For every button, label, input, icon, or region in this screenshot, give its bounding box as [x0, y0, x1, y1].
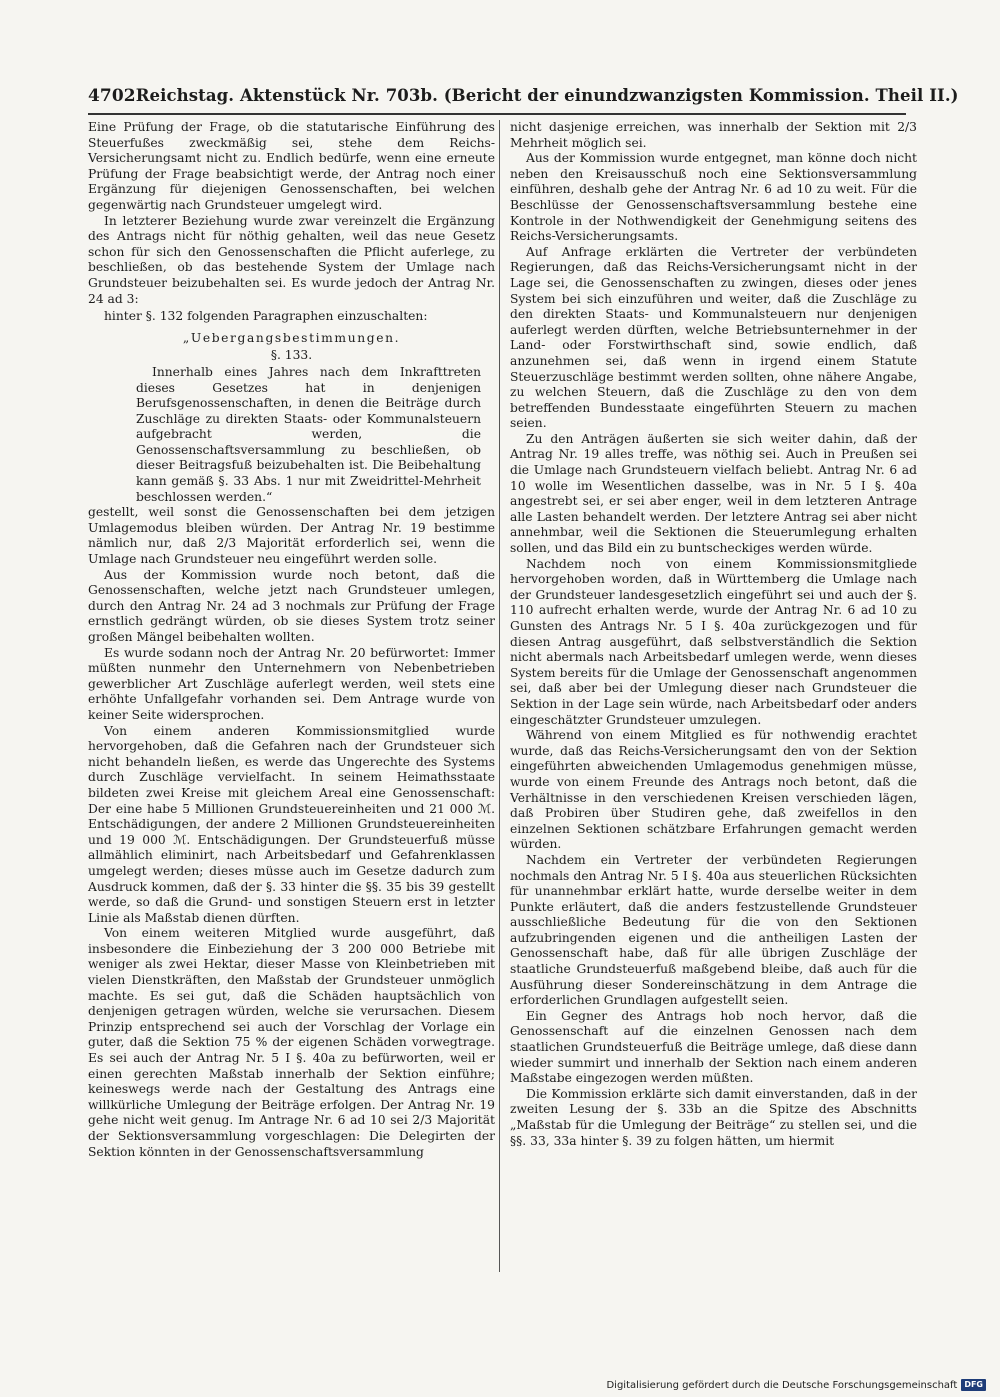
paragraph: Eine Prüfung der Frage, ob die statutarische Einführung des Steuerfußes zweckmäßig sei, stehe dem Reichs-Versicherungsamt nicht zu. Endlich bedürfe, wenn eine erneute Prüfung der Frage beabsichtigt werde, der Antrag noch einer Ergänzung für diejenigen Genossenschaften, bei welchen gegenwärtig nach Grundsteuer umgelegt wird. — [88, 120, 495, 212]
header-rule — [88, 113, 906, 115]
digitization-footer — [606, 1378, 986, 1392]
paragraph: Von einem weiteren Mitglied wurde ausgeführt, daß insbesondere die Einbeziehung der 3 200 000 Betriebe mit weniger als zwei Hektar, dieser Masse von Kleinbetrieben mit vielen Dienstkräften, den Maßstab der Grundsteuer unmöglich machte. Es sei gut, daß die Schäden hauptsächlich von denjenigen getragen würden, welche sie verursachen. Diesem Prinzip entsprechend sei auch der Vorschlag der Vorlage ein guter, daß die Sektion 75 % der eigenen Schäden vorwegtrage. Es sei auch der Antrag Nr. 5 I §. 40a zu befürworten, weil er einen gerechten Maßstab innerhalb der Sektion einführe; keineswegs werde nach der Gestaltung des Antrags eine willkürliche Umlegung der Beiträge erfolgen. Der Antrag Nr. 19 gehe nicht weit genug. Im Antrage Nr. 6 ad 10 sei 2/3 Majorität der Sektionsversammlung vorgeschlagen: Die Delegirten der Sektion könnten in der Genossenschaftsversammlung — [88, 926, 495, 1159]
right-column — [510, 120, 917, 1149]
paragraph: Innerhalb eines Jahres nach dem Inkrafttreten dieses Gesetzes hat in denjenigen Berufsgenossenschaften, in denen die Beiträge durch Zuschläge zu direkten Staats- oder Kommunalsteuern aufgebracht werden, die Genossenschaftsversammlung zu beschließen, ob dieser Beitragsfuß beizubehalten ist. Die Beibehaltung kann gemäß §. 33 Abs. 1 nur mit Zweidrittel-Mehrheit beschlossen werden.“ — [136, 364, 481, 504]
paragraph: Aus der Kommission wurde entgegnet, man könne doch nicht neben den Kreisausschuß noch eine Sektionsversammlung einführen, deshalb gehe der Antrag Nr. 6 ad 10 zu weit. Für die Beschlüsse der Genossenschaftsversammlung bestehe eine Kontrole in der Nothwendigkeit der Genehmigung seitens des Reichs-Versicherungsamts. — [510, 151, 917, 244]
paragraph: Aus der Kommission wurde noch betont, daß die Genossenschaften, welche jetzt nach Grundsteuer umlegen, durch den Antrag Nr. 24 ad 3 nochmals zur Prüfung der Frage ernstlich gedrängt würden, ob sie dieses System trotz seiner großen Mängel beibehalten wollten. — [88, 567, 495, 644]
paragraph: Die Kommission erklärte sich damit einverstanden, daß in der zweiten Lesung der §. 33b an die Spitze des Abschnitts „Maßstab für die Umlegung der Beiträge“ zu stellen sei, und die §§. 33, 33a hinter §. 39 zu folgen hätten, um hiermit — [510, 1086, 917, 1148]
paragraph: Auf Anfrage erklärten die Vertreter der verbündeten Regierungen, daß das Reichs-Versicherungsamt nicht in der Lage sei, die Genossenschaften zu zwingen, dieses oder jenes System bei sich einzuführen und weiter, daß die Zuschläge zu den direkten Staats- und Kommunalsteuern nur denjenigen auferlegt werden dürften, welche Betriebsunternehmer in der Land- oder Forstwirthschaft sind, sowie endlich, daß anzunehmen sei, daß wenn in irgend einem Statute Steuerzuschläge bestimmt werden sollten, ohne nähere Angabe, zu welchen Steuern, daß die Zuschläge zu den von dem betreffenden Bundesstaate eingeführten Steuern zu machen seien. — [510, 244, 917, 431]
paragraph: Nachdem noch von einem Kommissionsmitgliede hervorgehoben worden, daß in Württemberg die Umlage nach der Grundsteuer landesgesetzlich eingeführt sei und auch der §. 110 aufrecht erhalten werde, wurde der Antrag Nr. 6 ad 10 zu Gunsten des Antrags Nr. 5 I §. 40a zurückgezogen und für diesen Antrag ausgeführt, daß selbstverständlich die Sektion nicht abermals nach Arbeitsbedarf umlegen werde, wenn dieses System bereits für die Umlage der Genossenschaft angenommen sei, daß aber bei der Umlegung dieser nach Grundsteuer die Sektion in der Lage sein würde, nach Arbeitsbedarf oder anders eingeschätzter Grundsteuer umzulegen. — [510, 556, 917, 727]
dfg-logo: DFG — [961, 1379, 986, 1391]
page-number: 4702 — [88, 86, 136, 106]
paragraph: hinter §. 132 folgenden Paragraphen einzuschalten: — [103, 309, 428, 324]
paragraph: Zu den Anträgen äußerten sie sich weiter dahin, daß der Antrag Nr. 19 alles treffe, was nöthig sei. Auch in Preußen sei die Umlage nach Grundsteuern vielfach beliebt. Antrag Nr. 6 ad 10 wolle im Wesentlichen dasselbe, was in Nr. 5 I §. 40a angestrebt sei, er sei aber enger, weil in dem letzteren Antrage alle Lasten behandelt werden. Der letztere Antrag sei aber nicht annehmbar, weil die Sektionen die Steuerumlegung erhalten sollen, und das Bild ein zu buntscheckiges werden würde. — [510, 431, 917, 556]
section-heading: „Uebergangsbestimmungen. — [182, 330, 401, 345]
column-divider — [499, 120, 500, 1272]
paragraph: Von einem anderen Kommissionsmitglied wurde hervorgehoben, daß die Gefahren nach der Grundsteuer sich nicht behandeln ließen, es werde das Ungerechte des Systems durch Zuschläge vervielfacht. In seinem Heimathsstaate bildeten zwei Kreise mit gleichem Areal eine Genossenschaft: Der eine habe 5 Millionen Grundsteuereinheiten und 21 000 ℳ. Entschädigungen, der andere 2 Millionen Grundsteuereinheiten und 19 000 ℳ. Entschädigungen. Der Grundsteuerfuß müsse allmählich eliminirt, nach Arbeitsbedarf und Gefahrenklassen umgelegt werden; dieses müsse auch im Gesetze dadurch zum Ausdruck kommen, daß der §. 33 hinter die §§. 35 bis 39 gestellt werde, so daß die Grund- und sonstigen Steuern erst in letzter Linie als Maßstab dienen dürften. — [88, 723, 495, 925]
left-column — [88, 120, 495, 1160]
paragraph: Es wurde sodann noch der Antrag Nr. 20 befürwortet: Immer müßten nunmehr den Unternehmern von Nebenbetrieben gewerblicher Art Zuschläge auferlegt werden, weil stets eine erhöhte Unfallgefahr vorhanden sei. Dem Antrage wurde von keiner Seite widersprochen. — [88, 645, 495, 722]
funding-credit: Digitalisierung gefördert durch die Deutsche Forschungsgemeinschaft — [606, 1379, 958, 1391]
quoted-provision — [88, 365, 495, 505]
paragraph: nicht dasjenige erreichen, was innerhalb der Sektion mit 2/3 Mehrheit möglich sei. — [510, 120, 917, 150]
paragraph: gestellt, weil sonst die Genossenschaften bei dem jetzigen Umlagemodus bleiben würden. Der Antrag Nr. 19 bestimme nämlich nur, daß 2/3 Majorität erforderlich sei, wenn die Umlage nach Grundsteuer neu eingeführt werden solle. — [88, 505, 495, 567]
paragraph-number: §. 133. — [270, 348, 313, 363]
page-header — [88, 86, 959, 112]
running-title: Reichstag. Aktenstück Nr. 703b. (Bericht der einundzwanzigsten Kommission. Theil II.) — [135, 86, 959, 105]
paragraph: Während von einem Mitglied es für nothwendig erachtet wurde, daß das Reichs-Versicherungsamt den von der Sektion eingeführten abweichenden Umlagemodus genehmigen müsse, wurde von einem Freunde des Antrags noch betont, daß die Verhältnisse in den verschiedenen Kreisen verschieden lägen, daß Probiren über Studiren gehe, daß zweifellos in den einzelnen Sektionen schätzbare Erfahrungen gemacht werden würden. — [510, 728, 917, 852]
paragraph: Nachdem ein Vertreter der verbündeten Regierungen nochmals den Antrag Nr. 5 I §. 40a aus steuerlichen Rücksichten für unannehmbar erklärt hatte, wurde derselbe weiter in dem Punkte erläutert, daß die anders festzustellende Grundsteuer ausschließliche Bedeutung für die von den Sektionen aufzubringenden eigenen und die antheiligen Lasten der Genossenschaft habe, daß für alle übrigen Zuschläge der staatliche Grundsteuerfuß maßgebend bleibe, daß auch für die Ausführung dieser Sondereinschätzung in dem Antrage die erforderlichen Grundlagen aufgestellt seien. — [510, 852, 917, 1008]
paragraph: In letzterer Beziehung wurde zwar vereinzelt die Ergänzung des Antrags nicht für nöthig gehalten, weil das neue Gesetz schon für sich den Genossenschaften die Pflicht auferlege, zu beschließen, ob das bestehende System der Umlage nach Grundsteuer beizubehalten sei. Es wurde jedoch der Antrag Nr. 24 ad 3: — [88, 213, 495, 306]
paragraph: Ein Gegner des Antrags hob noch hervor, daß die Genossenschaft auf die einzelnen Genossen nach dem staatlichen Grundsteuerfuß die Beiträge umlege, daß diese dann wieder summirt und innerhalb der Sektion nach einem anderen Maßstabe eingezogen werden müßten. — [510, 1008, 917, 1086]
